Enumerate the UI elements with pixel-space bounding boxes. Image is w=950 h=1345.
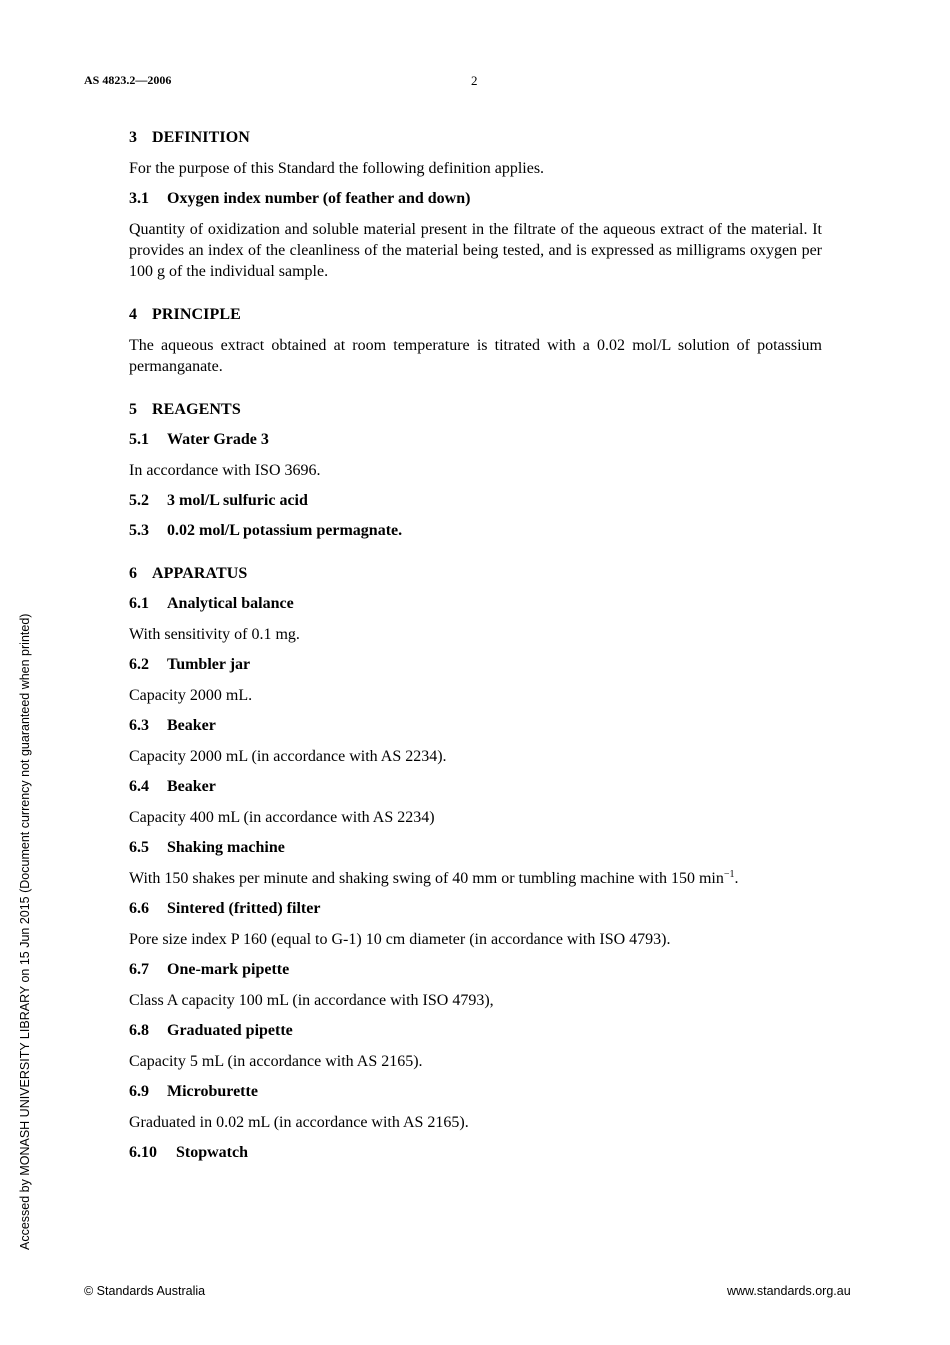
subsection-heading-5-1 (129, 430, 822, 450)
subsection-title: 3 mol/L sulfuric acid (167, 492, 308, 509)
subsection-heading-6-2 (129, 655, 822, 675)
section-title: DEFINITION (152, 129, 250, 146)
definition-text: Quantity of oxidization and soluble material present in the filtrate of the aqueous extract of the material. It provides an index of the cleanliness of the material being tested, and is expressed as milligrams oxygen per 100 g of the individual sample. (129, 221, 822, 280)
text-end: . (734, 870, 739, 887)
subsection-text: Capacity 2000 mL (in accordance with AS 2234). (129, 748, 447, 765)
subsection-title: Tumbler jar (167, 656, 251, 673)
section-title: REAGENTS (152, 401, 241, 418)
subsection-heading-6-4 (129, 777, 822, 797)
subsection-number: 6.5 (129, 839, 149, 856)
subsection-number: 6.8 (129, 1022, 149, 1039)
section-number: 6 (129, 565, 138, 582)
subsection-heading-6-10 (129, 1143, 822, 1163)
subsection-title: Graduated pipette (167, 1022, 293, 1039)
subsection-text: Capacity 400 mL (in accordance with AS 2234) (129, 809, 435, 826)
subsection-title: One-mark pipette (167, 961, 290, 978)
subsection-heading-6-7 (129, 960, 822, 980)
header-doc-id: AS 4823.2—2006 (84, 73, 172, 87)
subsection-title: Beaker (167, 778, 216, 795)
section-heading-reagents (129, 400, 822, 420)
subsection-number: 6.3 (129, 717, 149, 734)
subsection-title: Beaker (167, 717, 216, 734)
subsection-number: 5.2 (129, 492, 149, 509)
subsection-text: Pore size index P 160 (equal to G-1) 10 cm diameter (in accordance with ISO 4793). (129, 931, 671, 948)
section-number: 4 (129, 306, 138, 323)
subsection-heading-6-5 (129, 838, 822, 858)
section-number: 5 (129, 401, 138, 418)
section-heading-principle (129, 305, 822, 325)
subsection-heading-6-1 (129, 594, 822, 614)
section-intro: For the purpose of this Standard the following definition applies. (129, 160, 545, 177)
page-number: 2 (471, 73, 478, 88)
access-watermark: Accessed by MONASH UNIVERSITY LIBRARY on 15 Jun 2015 (Document currency not guaranteed when printed) (18, 613, 32, 1250)
subsection-number: 6.9 (129, 1083, 149, 1100)
subsection-heading-6-3 (129, 716, 822, 736)
subsection-title: 0.02 mol/L potassium permagnate. (167, 522, 403, 539)
section-heading-definition (129, 128, 822, 148)
footer-website-link[interactable]: www.standards.org.au (727, 1284, 851, 1298)
subsection-title: Water Grade 3 (167, 431, 269, 448)
subsection-title: Shaking machine (167, 839, 285, 856)
subsection-number: 6.10 (129, 1144, 157, 1161)
section-number: 3 (129, 129, 138, 146)
document-body (129, 128, 822, 1173)
subsection-text: Capacity 2000 mL. (129, 687, 253, 704)
subsection-number: 6.2 (129, 656, 149, 673)
subsection-number: 5.3 (129, 522, 149, 539)
subsection-number: 3.1 (129, 190, 149, 207)
subsection-heading-6-6 (129, 899, 822, 919)
subsection-text: In accordance with ISO 3696. (129, 462, 321, 479)
shaking-machine-text (129, 868, 822, 889)
subsection-title: Oxygen index number (of feather and down) (167, 190, 471, 207)
subsection-number: 6.6 (129, 900, 149, 917)
subsection-number: 6.4 (129, 778, 149, 795)
subsection-text: With sensitivity of 0.1 mg. (129, 626, 300, 643)
subsection-title: Sintered (fritted) filter (167, 900, 321, 917)
subsection-text: Class A capacity 100 mL (in accordance with ISO 4793), (129, 992, 494, 1009)
footer-copyright: © Standards Australia (84, 1284, 206, 1298)
subsection-heading-6-8 (129, 1021, 822, 1041)
subsection-heading-6-9 (129, 1082, 822, 1102)
principle-text: The aqueous extract obtained at room temperature is titrated with a 0.02 mol/L solution of potassium permanganate. (129, 337, 822, 375)
section-title: APPARATUS (152, 565, 248, 582)
exponent: −1 (723, 869, 735, 880)
subsection-title: Analytical balance (167, 595, 294, 612)
subsection-number: 5.1 (129, 431, 149, 448)
subsection-title: Microburette (167, 1083, 258, 1100)
subsection-title: Stopwatch (176, 1144, 249, 1161)
text-main: With 150 shakes per minute and shaking swing of 40 mm or tumbling machine with 150 min (129, 870, 724, 887)
subsection-heading-5-3 (129, 521, 822, 541)
subsection-number: 6.1 (129, 595, 149, 612)
subsection-heading-5-2 (129, 491, 822, 511)
subsection-number: 6.7 (129, 961, 149, 978)
subsection-text: Capacity 5 mL (in accordance with AS 2165). (129, 1053, 423, 1070)
subsection-heading-3-1 (129, 189, 822, 209)
section-title: PRINCIPLE (152, 306, 241, 323)
subsection-text: Graduated in 0.02 mL (in accordance with AS 2165). (129, 1114, 469, 1131)
section-heading-apparatus (129, 564, 822, 584)
